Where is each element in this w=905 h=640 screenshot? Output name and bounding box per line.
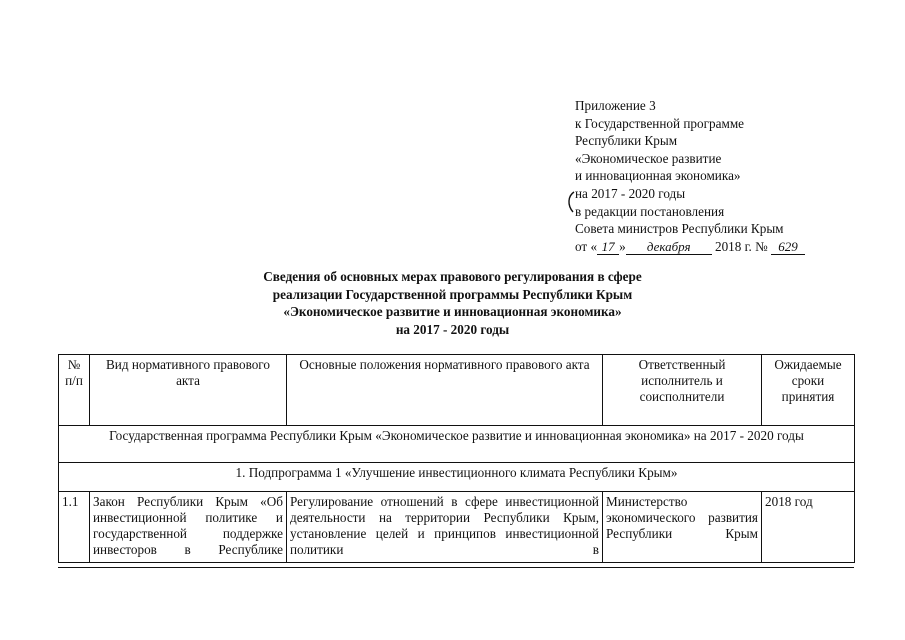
appendix-block [575, 97, 805, 255]
subprogram-title: 1. Подпрограмма 1 «Улучшение инвестиционного климата Республики Крым» [59, 463, 855, 492]
appendix-line: на 2017 - 2020 годы [575, 185, 686, 201]
handwritten-bracket-icon [566, 191, 575, 213]
header-provisions: Основные положения нормативного правового акта [287, 355, 603, 426]
program-row [59, 426, 855, 463]
appendix-line: «Экономическое развитие [575, 150, 722, 166]
header-dates: Ожидаемые сроки принятия [762, 355, 855, 426]
appendix-line: и инновационная экономика» [575, 168, 741, 184]
table-header-row [59, 355, 855, 426]
program-title: Государственная программа Республики Крым «Экономическое развитие и инновационная экономика» на 2017 - 2020 годы [59, 426, 855, 463]
table-row [59, 492, 855, 563]
regulation-measures-table [58, 354, 855, 563]
date-mid: » [619, 238, 626, 254]
appendix-line: Республики Крым [575, 133, 678, 149]
document-heading [0, 268, 905, 338]
header-executor: Ответственный исполнитель и соисполнители [603, 355, 762, 426]
heading-line: «Экономическое развитие и инновационная экономика» [283, 304, 622, 319]
date-number-handwritten: 629 [771, 240, 805, 255]
page-cut-mask [58, 568, 854, 640]
date-day-handwritten: 17 [597, 240, 619, 255]
subprogram-row [59, 463, 855, 492]
date-year: 2018 г. № [714, 238, 768, 254]
heading-line: реализации Государственной программы Республики Крым [272, 286, 633, 302]
cell-provisions: Регулирование отношений в сфере инвестиционной деятельности на территории Республики Крым, установление целей и принципов инвестиционной политики в [287, 492, 603, 563]
header-num: № п/п [59, 355, 90, 426]
cell-dates: 2018 год [762, 492, 855, 563]
appendix-line: Приложение 3 [575, 98, 656, 113]
cell-num: 1.1 [59, 492, 90, 563]
appendix-date-line [575, 238, 805, 256]
header-act-type: Вид нормативного правового акта [90, 355, 287, 426]
heading-line: Сведения об основных мерах правового регулирования в сфере [263, 269, 642, 284]
cell-act-type: Закон Республики Крым «Об инвестиционной политике и государственной поддержке инвесторов в Республике [90, 492, 287, 563]
cell-executor: Министерство экономического развития Республики Крым [603, 492, 762, 563]
appendix-line: к Государственной программе [575, 115, 745, 131]
appendix-line: в редакции постановления [575, 203, 725, 219]
heading-line: на 2017 - 2020 годы [395, 321, 510, 337]
appendix-line: Совета министров Республики Крым [575, 221, 784, 237]
date-prefix: от « [575, 238, 598, 254]
date-month-handwritten: декабря [626, 240, 712, 255]
